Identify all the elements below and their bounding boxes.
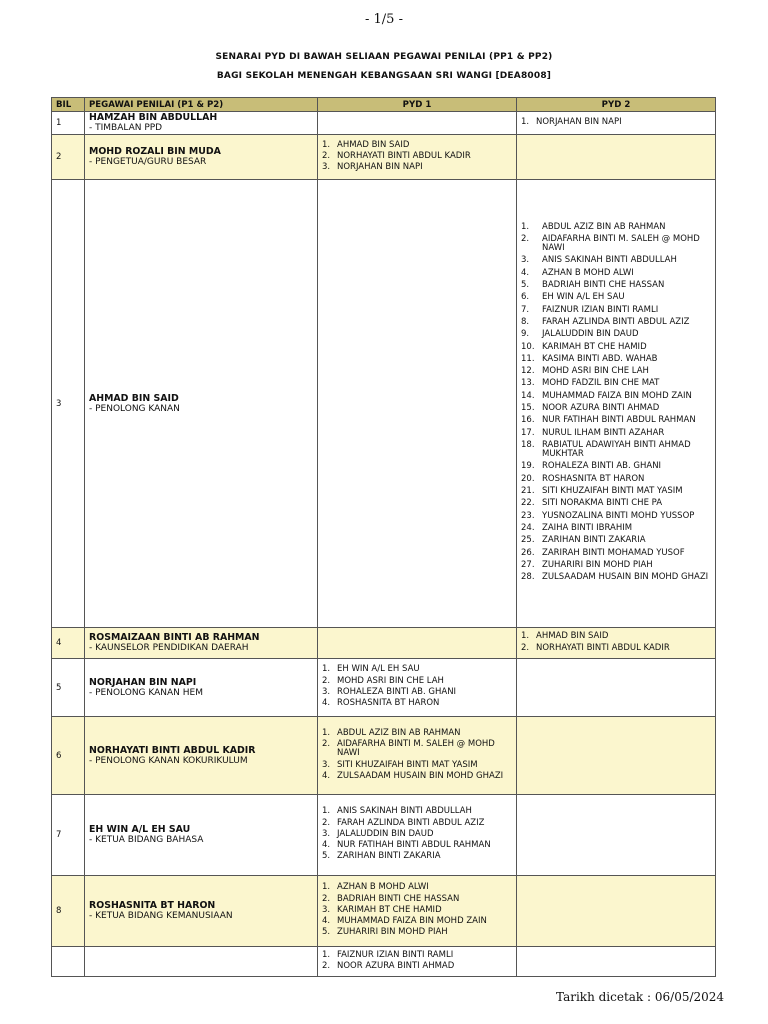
item-number: 4. (322, 770, 331, 781)
pyd1-cell (318, 628, 517, 659)
list-item (521, 487, 711, 496)
table-row (52, 947, 716, 977)
item-name: NORHAYATI BINTI ABDUL KADIR (536, 642, 670, 653)
pyd1-cell (318, 112, 517, 135)
item-name: FAIZNUR IZIAN BINTI RAMLI (542, 304, 659, 315)
item-number: 2. (322, 817, 331, 828)
header-pyd1: PYD 1 (318, 98, 517, 112)
pyd2-cell (517, 628, 716, 659)
item-name: KASIMA BINTI ABD. WAHAB (542, 353, 658, 364)
item-name: NURUL ILHAM BINTI AZAHAR (542, 427, 665, 438)
row-number: 5 (52, 659, 85, 717)
evaluator-cell (85, 876, 318, 947)
list-item (521, 475, 711, 484)
table-row (52, 112, 716, 135)
list-item (322, 152, 512, 161)
item-number: 16. (521, 415, 535, 426)
list-item (322, 883, 512, 892)
pyd1-cell (318, 659, 517, 717)
row-number: 6 (52, 717, 85, 795)
table-row (52, 717, 716, 795)
item-number: 3. (322, 759, 331, 770)
item-number: 2. (322, 961, 331, 971)
evaluator-name: NORHAYATI BINTI ABDUL KADIR (89, 744, 256, 756)
item-name: MUHAMMAD FAIZA BIN MOHD ZAIN (542, 390, 692, 401)
row-number: 4 (52, 628, 85, 659)
item-name: FARAH AZLINDA BINTI ABDUL AZIZ (542, 316, 690, 327)
table-row (52, 180, 716, 628)
pyd2-list (521, 632, 711, 653)
item-name: AHMAD BIN SAID (337, 139, 410, 150)
item-number: 15. (521, 403, 535, 413)
evaluator-cell (85, 947, 318, 977)
item-name: ABDUL AZIZ BIN AB RAHMAN (337, 727, 461, 738)
list-item (322, 895, 512, 904)
table-row (52, 135, 716, 180)
item-number: 2. (322, 893, 331, 904)
item-number: 1. (521, 631, 530, 642)
list-item (322, 729, 512, 738)
list-item (521, 462, 711, 471)
item-name: ROHALEZA BINTI AB. GHANI (337, 687, 457, 697)
pyd2-cell (517, 876, 716, 947)
list-item (521, 536, 711, 545)
pyd1-cell (318, 180, 517, 628)
item-number: 11. (521, 353, 535, 364)
list-item (322, 951, 512, 960)
item-number: 9. (521, 329, 530, 340)
item-number: 3. (521, 255, 530, 266)
evaluator-cell (85, 795, 318, 876)
item-name: ZARIRAH BINTI MOHAMAD YUSOF (542, 547, 685, 558)
list-item (521, 256, 711, 265)
list-item (521, 281, 711, 290)
list-item (521, 416, 711, 425)
list-item (322, 699, 512, 708)
list-item (521, 441, 711, 460)
item-number: 1. (322, 806, 331, 817)
header-pegawai: PEGAWAI PENILAI (P1 & P2) (85, 98, 318, 112)
item-number: 18. (521, 439, 535, 450)
item-number: 27. (521, 559, 535, 570)
table-row (52, 628, 716, 659)
evaluator-name: ROSMAIZAAN BINTI AB RAHMAN (89, 632, 260, 643)
list-item (521, 330, 711, 339)
item-number: 5. (322, 927, 331, 938)
pyd2-cell (517, 717, 716, 795)
table-row (52, 795, 716, 876)
pyd1-list (322, 807, 512, 861)
item-number: 14. (521, 390, 535, 401)
evaluator-name: AHMAD BIN SAID (89, 392, 179, 404)
item-name: ZAIHA BINTI IBRAHIM (542, 522, 633, 533)
item-name: YUSNOZALINA BINTI MOHD YUSSOP (542, 510, 695, 521)
list-item (521, 429, 711, 438)
item-name: MOHD ASRI BIN CHE LAH (542, 366, 649, 377)
item-name: AIDAFARHA BINTI M. SALEH @ MOHD NAWI (542, 233, 700, 254)
list-item (521, 392, 711, 401)
row-number: 1 (52, 112, 85, 135)
item-name: ZUHARIRI BIN MOHD PIAH (337, 927, 448, 938)
list-item (521, 404, 711, 413)
item-number: 8. (521, 316, 530, 327)
item-number: 3. (322, 828, 331, 839)
evaluator-role: - PENOLONG KANAN KOKURIKULUM (89, 755, 248, 766)
item-number: 7. (521, 304, 530, 315)
item-number: 25. (521, 535, 535, 546)
item-name: AZHAN B MOHD ALWI (542, 267, 634, 278)
header-bil: BIL (52, 98, 85, 112)
item-name: MOHD FADZIL BIN CHE MAT (542, 378, 660, 389)
item-number: 17. (521, 427, 535, 438)
evaluator-cell (85, 135, 318, 180)
list-item (322, 141, 512, 150)
item-number: 3. (322, 687, 331, 697)
item-name: SITI KHUZAIFAH BINTI MAT YASIM (542, 486, 683, 497)
list-item (521, 223, 711, 232)
item-name: SITI NORAKMA BINTI CHE PA (542, 498, 663, 509)
list-item (521, 524, 711, 533)
pyd2-list (521, 223, 711, 583)
item-number: 1. (521, 221, 530, 232)
item-number: 26. (521, 547, 535, 558)
list-item (322, 772, 512, 781)
pyd1-cell (318, 947, 517, 977)
list-item (322, 740, 512, 759)
pyd2-list (521, 118, 711, 127)
item-name: ZARIHAN BINTI ZAKARIA (542, 535, 646, 546)
row-number: 2 (52, 135, 85, 180)
evaluator-name: EH WIN A/L EH SAU (89, 824, 191, 835)
item-number: 23. (521, 510, 535, 521)
pyd2-cell (517, 180, 716, 628)
item-name: NUR FATIHAH BINTI ABDUL RAHMAN (542, 415, 696, 426)
item-number: 6. (521, 292, 530, 303)
list-item (322, 917, 512, 926)
item-number: 1. (521, 116, 530, 127)
item-number: 22. (521, 498, 535, 509)
pyd1-list (322, 665, 512, 708)
list-item (521, 561, 711, 570)
item-number: 1. (322, 949, 331, 960)
evaluator-table (51, 97, 716, 977)
pyd1-list (322, 141, 512, 173)
list-item (322, 819, 512, 828)
item-number: 2. (521, 233, 530, 244)
item-name: NORJAHAN BIN NAPI (337, 162, 423, 173)
row-number: 7 (52, 795, 85, 876)
item-number: 4. (322, 840, 331, 851)
item-name: ZULSAADAM HUSAIN BIN MOHD GHAZI (542, 572, 709, 583)
item-name: MOHD ASRI BIN CHE LAH (337, 675, 444, 686)
item-name: ROSHASNITA BT HARON (337, 698, 440, 709)
item-name: MUHAMMAD FAIZA BIN MOHD ZAIN (337, 916, 487, 927)
evaluator-role: - PENOLONG KANAN (89, 403, 180, 414)
item-number: 3. (322, 904, 331, 915)
list-item (322, 807, 512, 816)
pyd1-cell (318, 795, 517, 876)
print-date: Tarikh dicetak : 06/05/2024 (556, 990, 725, 1004)
evaluator-name: NORJAHAN BIN NAPI (89, 676, 197, 688)
list-item (322, 928, 512, 937)
item-name: JALALUDDIN BIN DAUD (542, 329, 639, 340)
item-number: 13. (521, 378, 535, 389)
table-header-row (52, 98, 716, 112)
evaluator-cell (85, 717, 318, 795)
list-item (521, 293, 711, 302)
pyd2-cell (517, 112, 716, 135)
item-name: ZUHARIRI BIN MOHD PIAH (542, 559, 653, 570)
item-number: 1. (322, 882, 331, 893)
item-number: 12. (521, 366, 535, 377)
item-number: 10. (521, 341, 535, 352)
list-item (521, 573, 711, 582)
item-name: EH WIN A/L EH SAU (337, 664, 420, 675)
item-name: AHMAD BIN SAID (536, 631, 609, 642)
pyd1-list (322, 729, 512, 781)
item-name: BADRIAH BINTI CHE HASSAN (337, 893, 460, 904)
document-subtitle: BAGI SEKOLAH MENENGAH KEBANGSAAN SRI WANGI [DEA8008] (216, 71, 552, 81)
item-name: NOOR AZURA BINTI AHMAD (337, 961, 455, 971)
item-number: 2. (322, 150, 331, 161)
item-name: ZULSAADAM HUSAIN BIN MOHD GHAZI (337, 770, 504, 781)
list-item (521, 343, 711, 352)
evaluator-role: - TIMBALAN PPD (89, 123, 163, 133)
evaluator-role: - KETUA BIDANG BAHASA (89, 835, 204, 845)
item-number: 5. (322, 851, 331, 862)
list-item (322, 761, 512, 770)
item-number: 4. (322, 916, 331, 927)
list-item (521, 632, 711, 641)
list-item (521, 306, 711, 315)
item-name: BADRIAH BINTI CHE HASSAN (542, 280, 665, 291)
pyd1-list (322, 951, 512, 972)
item-name: FARAH AZLINDA BINTI ABDUL AZIZ (337, 817, 485, 828)
list-item (322, 665, 512, 674)
row-number (52, 947, 85, 977)
list-item (322, 163, 512, 172)
row-number: 3 (52, 180, 85, 628)
pyd1-list (322, 883, 512, 937)
list-item (521, 499, 711, 508)
list-item (322, 830, 512, 839)
pyd1-cell (318, 135, 517, 180)
list-item (322, 962, 512, 971)
evaluator-cell (85, 628, 318, 659)
item-name: KARIMAH BT CHE HAMID (542, 341, 647, 352)
list-item (521, 355, 711, 364)
list-item (322, 841, 512, 850)
list-item (521, 235, 711, 254)
item-name: ABDUL AZIZ BIN AB RAHMAN (542, 221, 666, 232)
item-name: SITI KHUZAIFAH BINTI MAT YASIM (337, 759, 478, 770)
list-item (521, 379, 711, 388)
item-number: 5. (521, 280, 530, 291)
item-number: 24. (521, 522, 535, 533)
pyd2-cell (517, 659, 716, 717)
list-item (322, 677, 512, 686)
evaluator-role: - KETUA BIDANG KEMANUSIAAN (89, 911, 233, 921)
evaluator-name: MOHD ROZALI BIN MUDA (89, 146, 221, 157)
evaluator-role: - PENOLONG KANAN HEM (89, 687, 203, 698)
item-name: KARIMAH BT CHE HAMID (337, 904, 442, 915)
evaluator-name: ROSHASNITA BT HARON (89, 900, 216, 911)
item-number: 2. (322, 675, 331, 686)
document-title: SENARAI PYD DI BAWAH SELIAAN PEGAWAI PENILAI (PP1 & PP2) (215, 52, 553, 62)
item-number: 19. (521, 461, 535, 472)
item-name: ANIS SAKINAH BINTI ABDULLAH (337, 806, 472, 817)
item-name: NOOR AZURA BINTI AHMAD (542, 403, 660, 413)
item-name: ROSHASNITA BT HARON (542, 473, 645, 484)
list-item (521, 549, 711, 558)
table-row (52, 876, 716, 947)
pyd1-cell (318, 876, 517, 947)
item-number: 4. (521, 267, 530, 278)
item-number: 4. (322, 698, 331, 709)
pyd2-cell (517, 135, 716, 180)
item-name: RABIATUL ADAWIYAH BINTI AHMAD MUKHTAR (542, 439, 691, 460)
item-name: NUR FATIHAH BINTI ABDUL RAHMAN (337, 840, 491, 851)
table-row (52, 659, 716, 717)
evaluator-cell (85, 659, 318, 717)
item-name: NORHAYATI BINTI ABDUL KADIR (337, 150, 471, 161)
item-number: 1. (322, 664, 331, 675)
list-item (521, 118, 711, 127)
list-item (322, 906, 512, 915)
item-number: 21. (521, 486, 535, 497)
item-name: AIDAFARHA BINTI M. SALEH @ MOHD NAWI (337, 739, 495, 759)
header-pyd2: PYD 2 (517, 98, 716, 112)
evaluator-name: HAMZAH BIN ABDULLAH (89, 112, 218, 123)
item-number: 20. (521, 473, 535, 484)
item-number: 1. (322, 139, 331, 150)
evaluator-role: - KAUNSELOR PENDIDIKAN DAERAH (89, 643, 249, 653)
list-item (521, 269, 711, 278)
list-item (521, 318, 711, 327)
row-number: 8 (52, 876, 85, 947)
list-item (521, 644, 711, 653)
item-name: JALALUDDIN BIN DAUD (337, 828, 434, 839)
list-item (322, 852, 512, 861)
evaluator-cell (85, 180, 318, 628)
item-number: 28. (521, 572, 535, 583)
pyd1-cell (318, 717, 517, 795)
item-number: 1. (322, 727, 331, 738)
pyd2-cell (517, 947, 716, 977)
pyd2-cell (517, 795, 716, 876)
item-name: ROHALEZA BINTI AB. GHANI (542, 461, 662, 472)
item-name: ZARIHAN BINTI ZAKARIA (337, 851, 441, 862)
evaluator-cell (85, 112, 318, 135)
list-item (322, 688, 512, 697)
item-number: 2. (521, 642, 530, 653)
page-number: - 1/5 - (365, 12, 403, 27)
evaluator-role: - PENGETUA/GURU BESAR (89, 157, 207, 167)
list-item (521, 512, 711, 521)
item-name: ANIS SAKINAH BINTI ABDULLAH (542, 255, 677, 266)
item-name: NORJAHAN BIN NAPI (536, 116, 622, 127)
item-name: AZHAN B MOHD ALWI (337, 882, 429, 893)
item-name: EH WIN A/L EH SAU (542, 292, 625, 303)
item-name: FAIZNUR IZIAN BINTI RAMLI (337, 949, 454, 960)
item-number: 2. (322, 739, 331, 750)
item-number: 3. (322, 162, 331, 173)
list-item (521, 367, 711, 376)
